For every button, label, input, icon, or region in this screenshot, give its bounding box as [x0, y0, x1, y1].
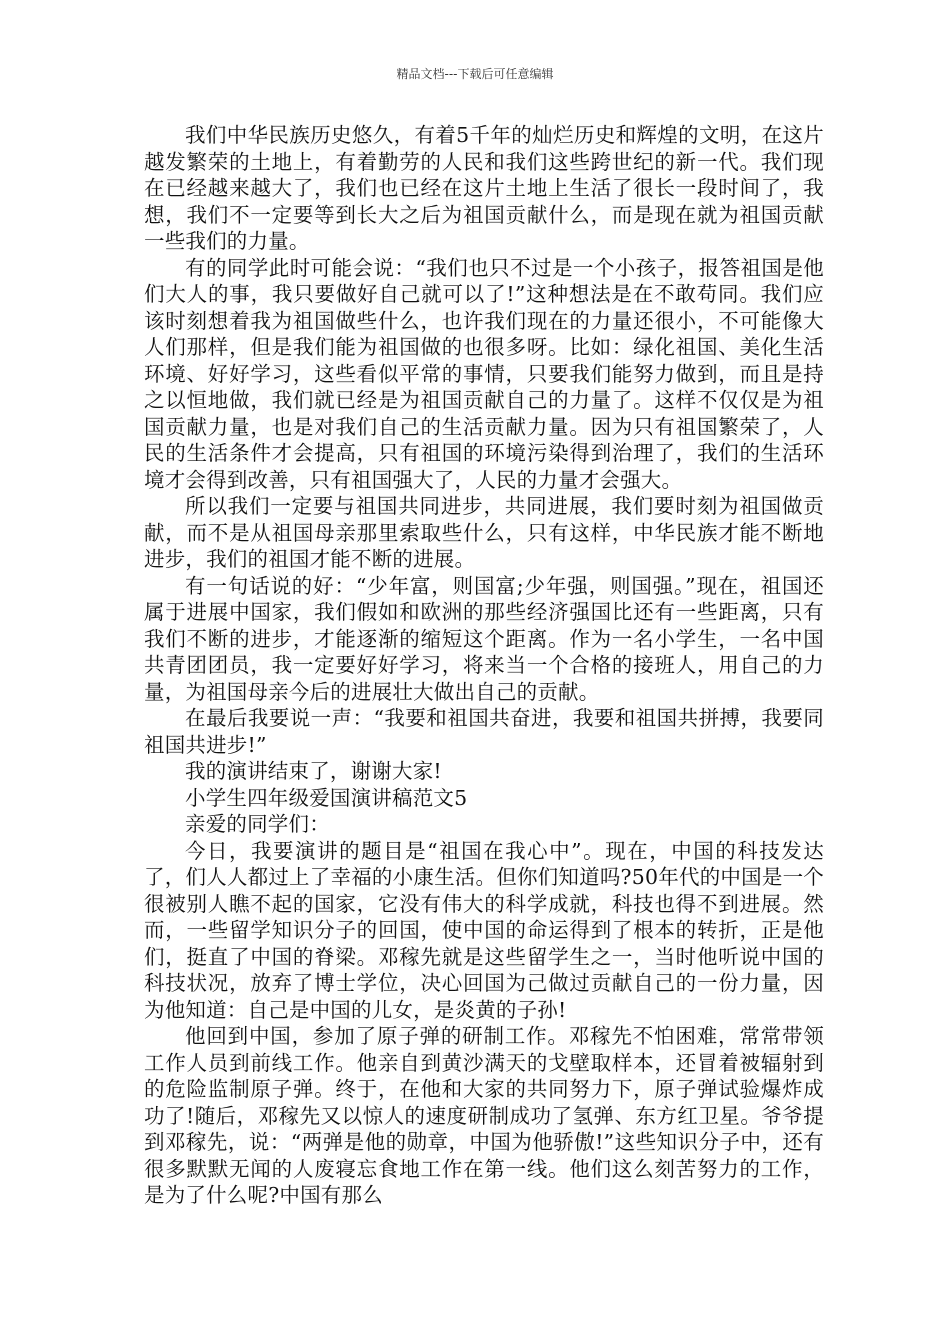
paragraph-3: 所以我们一定要与祖国共同进步，共同进展，我们要时刻为祖国做贡献，而不是从祖国母亲那里索取些什么，只有这样，中华民族才能不断地进步，我们的祖国才能不断的进展。 [144, 494, 824, 571]
page-header: 精品文档---下载后可任意编辑 [396, 67, 554, 81]
paragraph-2: 有的同学此时可能会说：“我们也只不过是一个小孩子，报答祖国是他们大人的事，我只要做好自己就可以了!”这种想法是在不敢苟同。我们应该时刻想着我为祖国做些什么，也许我们现在的力量还很小，不可能像大人们那样，但是我们能为祖国做的也很多呀。比如：绿化祖国、美化生活环境、好好学习，这些看似平常的事情，只要我们能努力做到，而且是持之以恒地做，我们就已经是为祖国贡献自己的力量了。这样不仅仅是为祖国贡献力量，也是对我们自己的生活贡献力量。因为只有祖国繁荣了，人民的生活条件才会提高，只有祖国的环境污染得到治理了，我们的生活环境才会得到改善，只有祖国强大了，人民的力量才会强大。 [144, 255, 824, 492]
paragraph-7: 他回到中国，参加了原子弹的研制工作。邓稼先不怕困难，常常带领工作人员到前线工作。他亲自到黄沙满天的戈壁取样本，还冒着被辐射到的危险监制原子弹。终于，在他和大家的共同努力下，原子弹试验爆炸成功了!随后，邓稼先又以惊人的速度研制成功了氢弹、东方红卫星。爷爷提到邓稼先，说：“两弹是他的勋章，中国为他骄傲!”这些知识分子中，还有很多默默无闻的人废寝忘食地工作在第一线。他们这么刻苦努力的工作，是为了什么呢?中国有那么 [144, 1024, 824, 1207]
paragraph-1: 我们中华民族历史悠久，有着5千年的灿烂历史和辉煌的文明，在这片越发繁荣的土地上，有着勤劳的人民和我们这些跨世纪的新一代。我们现在已经越来越大了，我们也已经在这片土地上生活了很长一段时间了，我想，我们不一定要等到长大之后为祖国贡献什么，而是现在就为祖国贡献一些我们的力量。 [144, 123, 824, 253]
paragraph-5: 在最后我要说一声：“我要和祖国共奋进，我要和祖国共拼搏，我要同祖国共进步!” [144, 706, 824, 757]
salutation: 亲爱的同学们： [185, 812, 330, 836]
paragraph-4: 有一句话说的好：“少年富，则国富;少年强，则国强。”现在，祖国还属于进展中国家，我们假如和欧洲的那些经济强国比还有一些距离，只有我们不断的进步，才能逐渐的缩短这个距离。作为一名小学生，一名中国共青团团员，我一定要好好学习，将来当一个合格的接班人，用自己的力量，为祖国母亲今后的进展壮大做出自己的贡献。 [144, 573, 824, 704]
paragraph-6: 今日，我要演讲的题目是“祖国在我心中”。现在，中国的科技发达了，们人人都过上了幸福的小康生活。但你们知道吗?50年代的中国是一个很被别人瞧不起的国家，它没有伟大的科学成就，科技也得不到进展。然而，一些留学知识分子的回国，使中国的命运得到了根本的转折，正是他们，挺直了中国的脊梁。邓稼先就是这些留学生之一，当时他听说中国的科技状况，放弃了博士学位，决心回国为己做过贡献自己的一份力量，因为他知道：自己是中国的儿女，是炎黄的子孙! [144, 838, 824, 1022]
section-title: 小学生四年级爱国演讲稿范文5 [185, 785, 468, 810]
document-body [144, 122, 824, 1209]
paragraph-closing: 我的演讲结束了，谢谢大家! [185, 759, 442, 783]
